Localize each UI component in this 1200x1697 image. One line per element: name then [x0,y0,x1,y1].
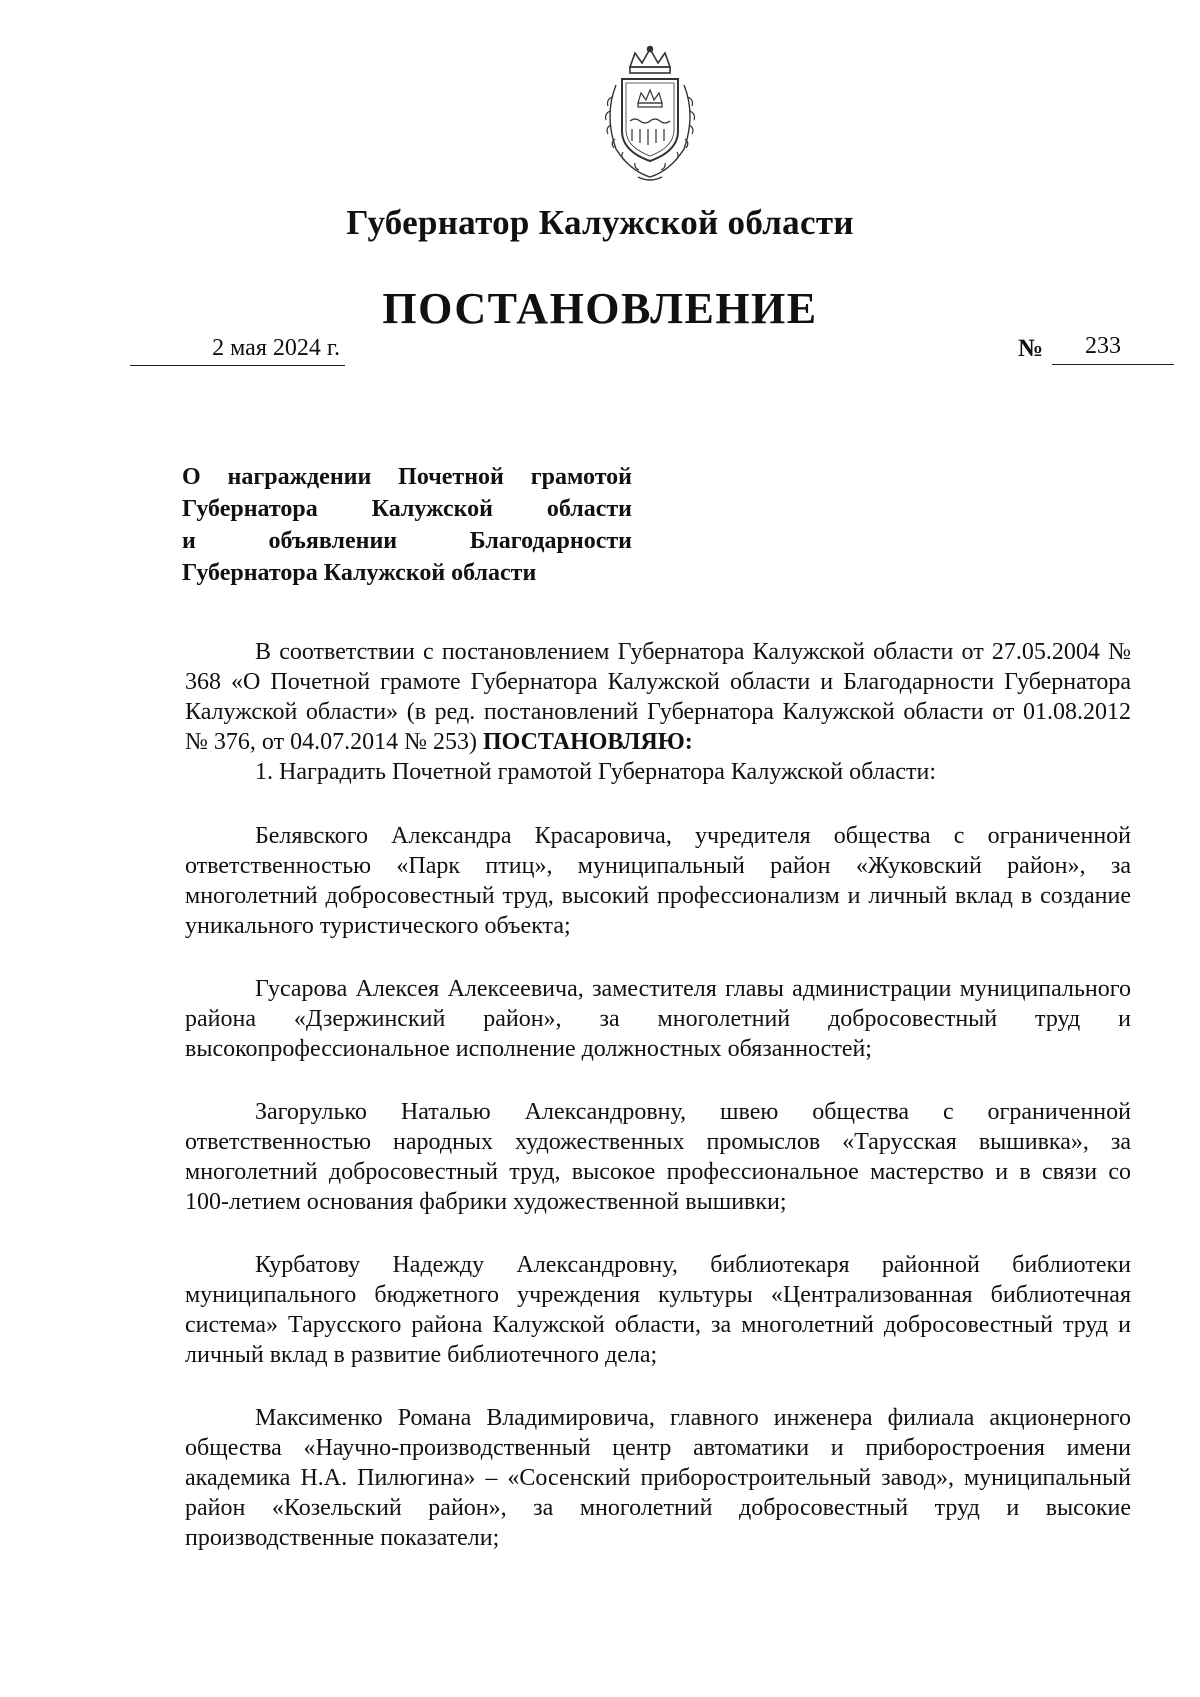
subject-line: Губернатора Калужской области [182,560,537,586]
document-type-title: ПОСТАНОВЛЕНИЕ [382,284,818,333]
subject-line: Губернатора Калужской области [182,496,632,522]
document-number: 233 [1052,333,1174,365]
document-subject [182,461,632,557]
awardee-paragraph: Белявского Александра Красаровича, учредителя общества с ограниченной ответственностью «Парк птиц», муниципальный район «Жуковский район», за многолетний добросовестный труд, высокий профессионализм и личный вклад в создание уникального туристического объекта; [185,823,1131,939]
clause-1: 1. Наградить Почетной грамотой Губернатора Калужской области: [255,759,937,785]
coat-of-arms-icon [590,45,710,185]
coat-of-arms-emblem [590,45,710,185]
awardee-paragraph: Курбатову Надежду Александровну, библиотекаря районной библиотеки муниципального бюджетного учреждения культуры «Централизованная библиотечная система» Тарусского района Калужской области, за многолетний добросовестный труд и личный вклад в развитие библиотечного дела; [185,1252,1131,1368]
subject-line: О награждении Почетной грамотой [182,464,632,490]
awardee-paragraph: Максименко Романа Владимировича, главного инженера филиала акционерного общества «Научно-производственный центр автоматики и приборостроения имени академика Н.А. Пилюгина» – «Сосенский приборостроительный завод», муниципальный район «Козельский район», за многолетний добросовестный труд и высокие производственные показатели; [185,1405,1131,1551]
document-number-label: № [1018,335,1044,362]
document-date: 2 мая 2024 г. [130,335,345,366]
document-body [185,637,1131,1553]
issuing-authority: Губернатор Калужской области [346,203,854,242]
preamble-text: В соответствии с постановлением Губернатора Калужской области от 27.05.2004 № 368 «О Почетной грамоте Губернатора Калужской области и Благодарности Губернатора Калужской области» (в ред. постановлений Губернатора Калужской области от 01.08.2012 № 376, от 04.07.2014 № 253) [185,639,1131,755]
preamble-paragraph [185,637,1131,757]
awardee-paragraph: Загорулько Наталью Александровну, швею общества с ограниченной ответственностью народных художественных промыслов «Тарусская вышивка», за многолетний добросовестный труд, высокое профессиональное мастерство и в связи со 100-летием основания фабрики художественной вышивки; [185,1099,1131,1215]
awardee-paragraph: Гусарова Алексея Алексеевича, заместителя главы администрации муниципального района «Дзержинский район», за многолетний добросовестный труд и высокопрофессиональное исполнение должностных обязанностей; [185,976,1131,1062]
subject-line: и объявлении Благодарности [182,528,632,554]
decree-word: ПОСТАНОВЛЯЮ: [482,729,693,755]
